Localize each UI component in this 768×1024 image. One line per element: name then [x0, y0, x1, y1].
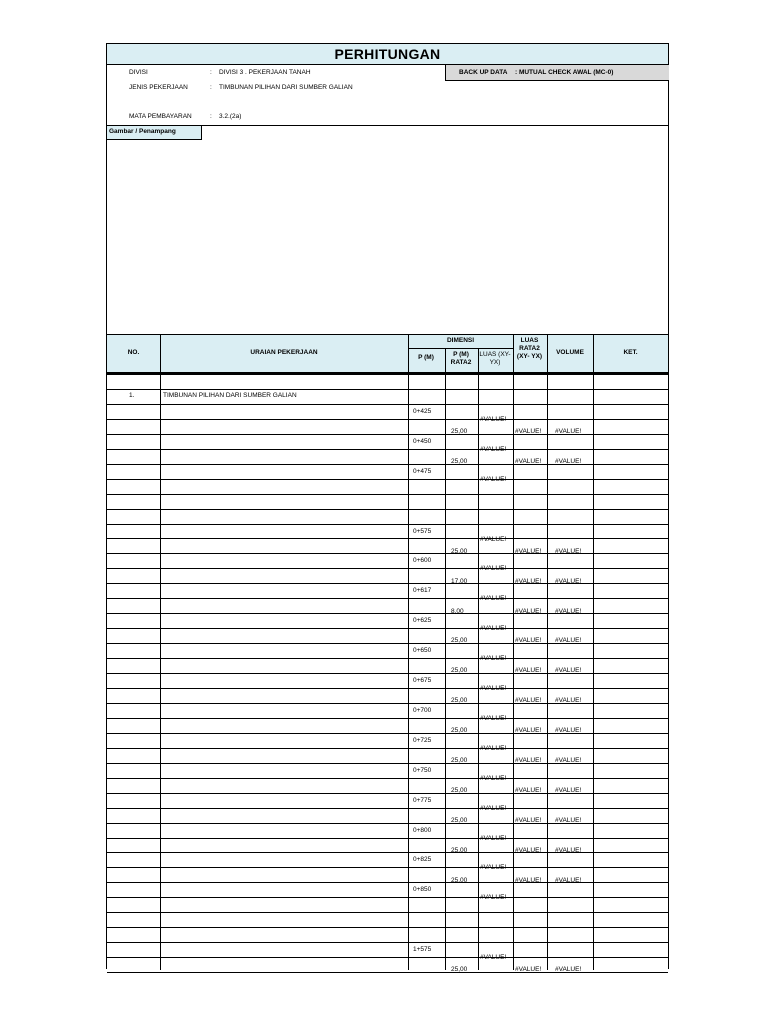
row-line — [107, 494, 668, 495]
table-header — [107, 334, 668, 374]
luas-rata-value: #VALUE! — [515, 876, 542, 884]
volume-value: #VALUE! — [555, 966, 582, 974]
row-line — [107, 718, 668, 719]
mata-sep: : — [210, 113, 212, 120]
luas-rata-value: #VALUE! — [515, 607, 542, 615]
p-rata-value: 17,00 — [451, 577, 468, 585]
col-luas-header: LUAS (XY-YX) — [479, 351, 511, 366]
row-line — [107, 942, 668, 943]
volume-value: #VALUE! — [555, 547, 582, 555]
station-label: 0+600 — [413, 557, 432, 565]
luas-rata-value: #VALUE! — [515, 577, 542, 585]
row-line — [107, 808, 668, 809]
row-line — [107, 598, 668, 599]
column-line — [513, 334, 514, 970]
luas-value: #VALUE! — [480, 894, 507, 902]
row-line — [107, 389, 668, 390]
p-rata-value: 25,00 — [451, 547, 468, 555]
row-line — [107, 449, 668, 450]
calculation-sheet — [106, 43, 669, 974]
luas-value: #VALUE! — [480, 954, 507, 962]
sheet-title: PERHITUNGAN — [107, 44, 668, 65]
station-label: 0+475 — [413, 467, 432, 475]
jenis-label: JENIS PEKERJAAN — [129, 84, 188, 91]
item-text: TIMBUNAN PILIHAN DARI SUMBER GALIAN — [163, 392, 297, 400]
station-label: 0+450 — [413, 437, 432, 445]
volume-value: #VALUE! — [555, 458, 582, 465]
row-line — [107, 404, 668, 405]
row-line — [107, 927, 668, 928]
row-line — [107, 553, 668, 554]
luas-rata-value: #VALUE! — [515, 697, 542, 705]
luas-rata-value: #VALUE! — [515, 667, 542, 675]
luas-rata-value: #VALUE! — [515, 846, 542, 854]
luas-value: #VALUE! — [480, 714, 507, 722]
divisi-sep: : — [210, 69, 212, 76]
row-line — [107, 464, 668, 465]
station-label: 0+725 — [413, 736, 432, 744]
jenis-sep: : — [210, 84, 212, 91]
luas-value: #VALUE! — [480, 744, 507, 752]
row-line — [107, 509, 668, 510]
row-line — [107, 852, 668, 853]
p-rata-value: 25,00 — [451, 966, 468, 974]
station-label: 0+775 — [413, 796, 432, 804]
volume-value: #VALUE! — [555, 697, 582, 705]
luas-rata-value: #VALUE! — [515, 786, 542, 794]
station-label: 1+575 — [413, 946, 432, 954]
station-label: 0+800 — [413, 826, 432, 834]
p-rata-value: 25,00 — [451, 428, 468, 436]
col-volume-header: VOLUME — [556, 349, 584, 356]
station-label: 0+750 — [413, 766, 432, 774]
row-line — [107, 882, 668, 883]
luas-value: #VALUE! — [480, 685, 507, 692]
row-line — [107, 748, 668, 749]
col-ket-header: KET. — [623, 349, 638, 356]
p-rata-value: 8,00 — [451, 607, 464, 615]
row-line — [107, 643, 668, 644]
luas-value: #VALUE! — [480, 475, 507, 483]
volume-value: #VALUE! — [555, 846, 582, 854]
col-no-header: NO. — [127, 349, 140, 356]
row-line — [107, 538, 668, 539]
row-line — [107, 912, 668, 913]
backup-label: BACK UP DATA — [459, 69, 508, 76]
row-line — [107, 972, 668, 973]
p-rata-value: 25,00 — [451, 458, 468, 465]
row-line — [107, 823, 668, 824]
row-line — [107, 374, 668, 375]
row-line — [107, 658, 668, 659]
row-line — [107, 628, 668, 629]
station-label: 0+650 — [413, 647, 432, 655]
volume-value: #VALUE! — [555, 637, 582, 645]
luas-rata-value: #VALUE! — [515, 727, 542, 735]
luas-rata-value: #VALUE! — [515, 428, 542, 436]
station-label: 0+625 — [413, 617, 432, 625]
row-line — [107, 434, 668, 435]
station-label: 0+825 — [413, 856, 432, 864]
backup-value: : MUTUAL CHECK AWAL (MC-0) — [514, 69, 614, 76]
volume-value: #VALUE! — [555, 816, 582, 824]
luas-rata-value: #VALUE! — [515, 458, 542, 465]
row-line — [107, 733, 668, 734]
luas-value: #VALUE! — [480, 535, 507, 543]
header-top-line — [107, 334, 668, 335]
p-rata-value: 25,00 — [451, 757, 468, 764]
divisi-label: DIVISI — [129, 69, 148, 76]
luas-rata-value: #VALUE! — [515, 547, 542, 555]
volume-value: #VALUE! — [555, 876, 582, 884]
column-line — [160, 334, 161, 970]
mata-value: 3.2.(2a) — [219, 113, 242, 120]
row-line — [107, 763, 668, 764]
column-line — [593, 334, 594, 970]
column-line — [547, 334, 548, 970]
row-line — [107, 838, 668, 839]
volume-value: #VALUE! — [555, 757, 582, 764]
col-luas-rata-header: LUAS RATA2 (XY- YX) — [516, 337, 543, 360]
column-line — [408, 334, 409, 970]
station-label: 0+700 — [413, 706, 432, 714]
luas-value: #VALUE! — [480, 595, 507, 603]
volume-value: #VALUE! — [555, 607, 582, 615]
station-label: 0+850 — [413, 886, 432, 894]
p-rata-value: 25,00 — [451, 846, 468, 854]
volume-value: #VALUE! — [555, 428, 582, 436]
p-rata-value: 25,00 — [451, 816, 468, 824]
luas-rata-value: #VALUE! — [515, 637, 542, 645]
p-rata-value: 25,00 — [451, 697, 468, 705]
row-line — [107, 673, 668, 674]
volume-value: #VALUE! — [555, 727, 582, 735]
luas-value: #VALUE! — [480, 774, 507, 782]
luas-value: #VALUE! — [480, 565, 507, 573]
luas-value: #VALUE! — [480, 864, 507, 872]
row-line — [107, 703, 668, 704]
mata-label: MATA PEMBAYARAN — [129, 113, 192, 120]
row-line — [107, 524, 668, 525]
luas-rata-value: #VALUE! — [515, 816, 542, 824]
luas-rata-value: #VALUE! — [515, 757, 542, 764]
row-line — [107, 793, 668, 794]
volume-value: #VALUE! — [555, 577, 582, 585]
volume-value: #VALUE! — [555, 667, 582, 675]
volume-value: #VALUE! — [555, 786, 582, 794]
row-line — [107, 613, 668, 614]
p-rata-value: 25,00 — [451, 667, 468, 675]
jenis-value: TIMBUNAN PILIHAN DARI SUMBER GALIAN — [219, 84, 353, 91]
row-line — [107, 688, 668, 689]
p-rata-value: 25,00 — [451, 727, 468, 735]
p-rata-value: 25,00 — [451, 637, 468, 645]
luas-value: #VALUE! — [480, 445, 507, 453]
row-line — [107, 778, 668, 779]
luas-value: #VALUE! — [480, 415, 507, 423]
dimensi-sub-line — [408, 348, 513, 349]
divisi-value: DIVISI 3 . PEKERJAAN TANAH — [219, 69, 311, 76]
col-p-rata-header: P (M) RATA2 — [450, 351, 472, 366]
station-label: 0+575 — [413, 527, 432, 535]
p-rata-value: 25,00 — [451, 786, 468, 794]
item-no: 1. — [129, 392, 135, 400]
row-line — [107, 479, 668, 480]
backup-data-bar — [445, 65, 669, 81]
col-dimensi-header: DIMENSI — [446, 337, 475, 344]
station-label: 0+425 — [413, 407, 432, 415]
row-line — [107, 957, 668, 958]
col-uraian-header: URAIAN PEKERJAAN — [250, 349, 318, 356]
luas-value: #VALUE! — [480, 655, 507, 663]
column-line — [478, 348, 479, 970]
p-rata-value: 25,00 — [451, 876, 468, 884]
row-line — [107, 419, 668, 420]
row-line — [107, 568, 668, 569]
column-line — [445, 348, 446, 970]
row-line — [107, 583, 668, 584]
station-label: 0+675 — [413, 677, 432, 684]
gambar-label: Gambar / Penampang — [107, 126, 202, 140]
row-line — [107, 897, 668, 898]
row-line — [107, 867, 668, 868]
luas-rata-value: #VALUE! — [515, 966, 542, 974]
luas-value: #VALUE! — [480, 804, 507, 812]
luas-value: #VALUE! — [480, 834, 507, 842]
station-label: 0+617 — [413, 587, 432, 595]
col-p-header: P (M) — [418, 354, 434, 361]
luas-value: #VALUE! — [480, 625, 507, 633]
